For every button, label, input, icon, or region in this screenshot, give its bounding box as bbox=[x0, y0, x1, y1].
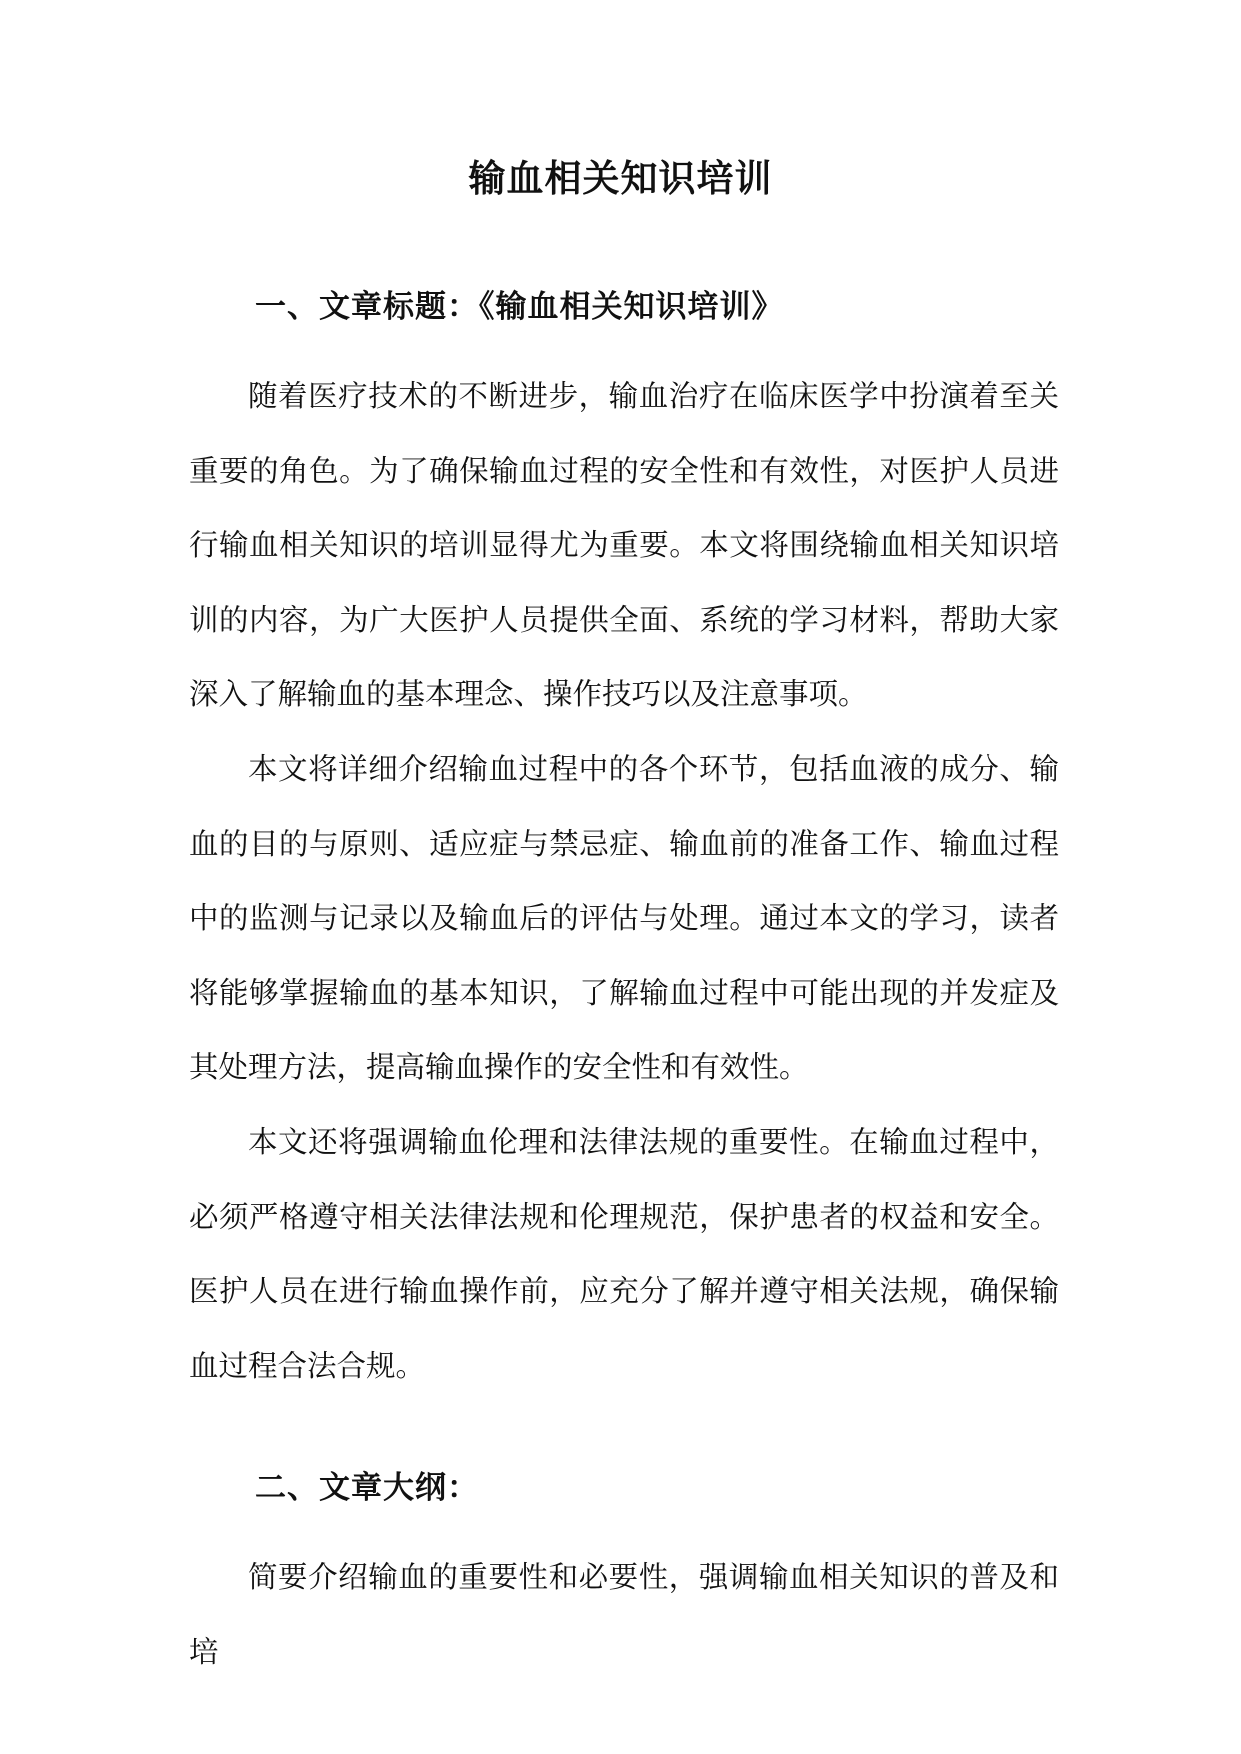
section-heading-outline: 二、文章大纲： bbox=[255, 1470, 479, 1506]
body-paragraph: 本文还将强调输血伦理和法律法规的重要性。在输血过程中，必须严格遵守相关法律法规和伦理规范，保护患者的权益和安全。医护人员在进行输血操作前，应充分了解并遵守相关法规，确保输血过程合法合规。 bbox=[189, 1125, 1059, 1383]
body-paragraph: 随着医疗技术的不断进步，输血治疗在临床医学中扮演着至关重要的角色。为了确保输血过程的安全性和有效性，对医护人员进行输血相关知识的培训显得尤为重要。本文将围绕输血相关知识培训的内容，为广大医护人员提供全面、系统的学习材料，帮助大家深入了解输血的基本理念、操作技巧以及注意事项。 bbox=[189, 379, 1059, 712]
body-paragraph: 简要介绍输血的重要性和必要性，强调输血相关知识的普及和培 bbox=[189, 1560, 1059, 1669]
body-paragraph: 本文将详细介绍输血过程中的各个环节，包括血液的成分、输血的目的与原则、适应症与禁忌症、输血前的准备工作、输血过程中的监测与记录以及输血后的评估与处理。通过本文的学习，读者将能够掌握输血的基本知识，了解输血过程中可能出现的并发症及其处理方法，提高输血操作的安全性和有效性。 bbox=[189, 752, 1059, 1085]
document-title: 输血相关知识培训 bbox=[468, 156, 773, 200]
section-heading-article-title: 一、文章标题：《输血相关知识培训》 bbox=[255, 289, 784, 325]
